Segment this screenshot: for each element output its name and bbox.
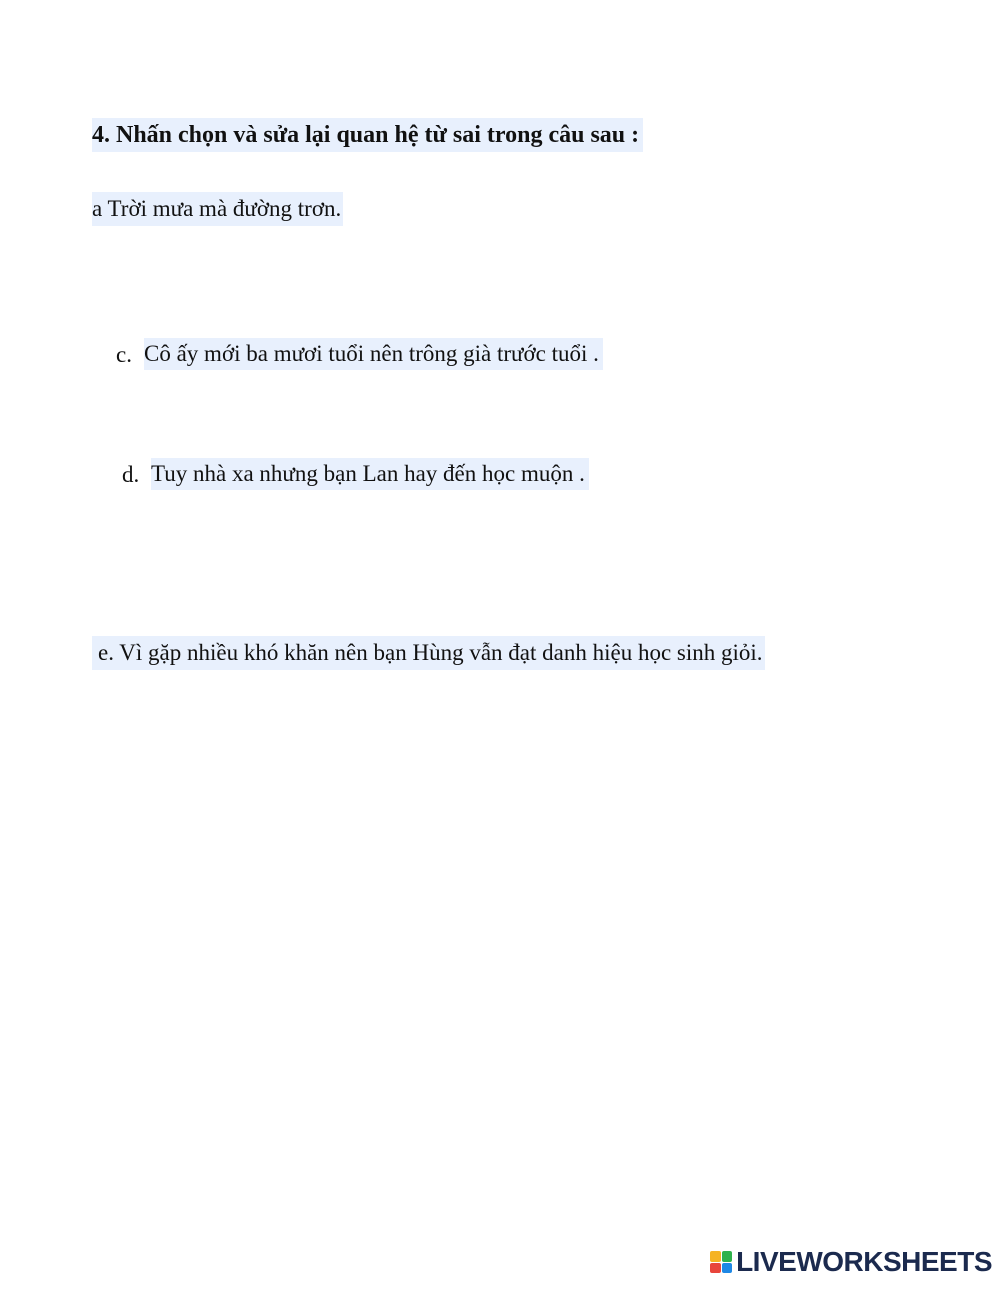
sentence-e[interactable]: e. Vì gặp nhiều khó khăn nên bạn Hùng vẫn đạt danh hiệu học sinh giỏi. (92, 636, 765, 670)
logo-square-2 (722, 1251, 733, 1262)
sentence-c-marker: c. (116, 342, 132, 367)
liveworksheets-logo (710, 1247, 992, 1277)
sentence-d-marker: d. (122, 462, 140, 487)
logo-square-3 (710, 1263, 721, 1274)
logo-square-1 (710, 1251, 721, 1262)
sentence-a[interactable]: a Trời mưa mà đường trơn. (92, 192, 343, 226)
sentence-c[interactable]: Cô ấy mới ba mươi tuổi nên trông già trước tuổi . (144, 338, 603, 370)
question-title: 4. Nhấn chọn và sửa lại quan hệ từ sai trong câu sau : (92, 118, 643, 152)
logo-square-4 (722, 1263, 733, 1274)
logo-icon (710, 1251, 732, 1273)
sentence-d[interactable]: Tuy nhà xa nhưng bạn Lan hay đến học muộn . (151, 458, 589, 490)
logo-text: LIVEWORKSHEETS (736, 1246, 992, 1277)
